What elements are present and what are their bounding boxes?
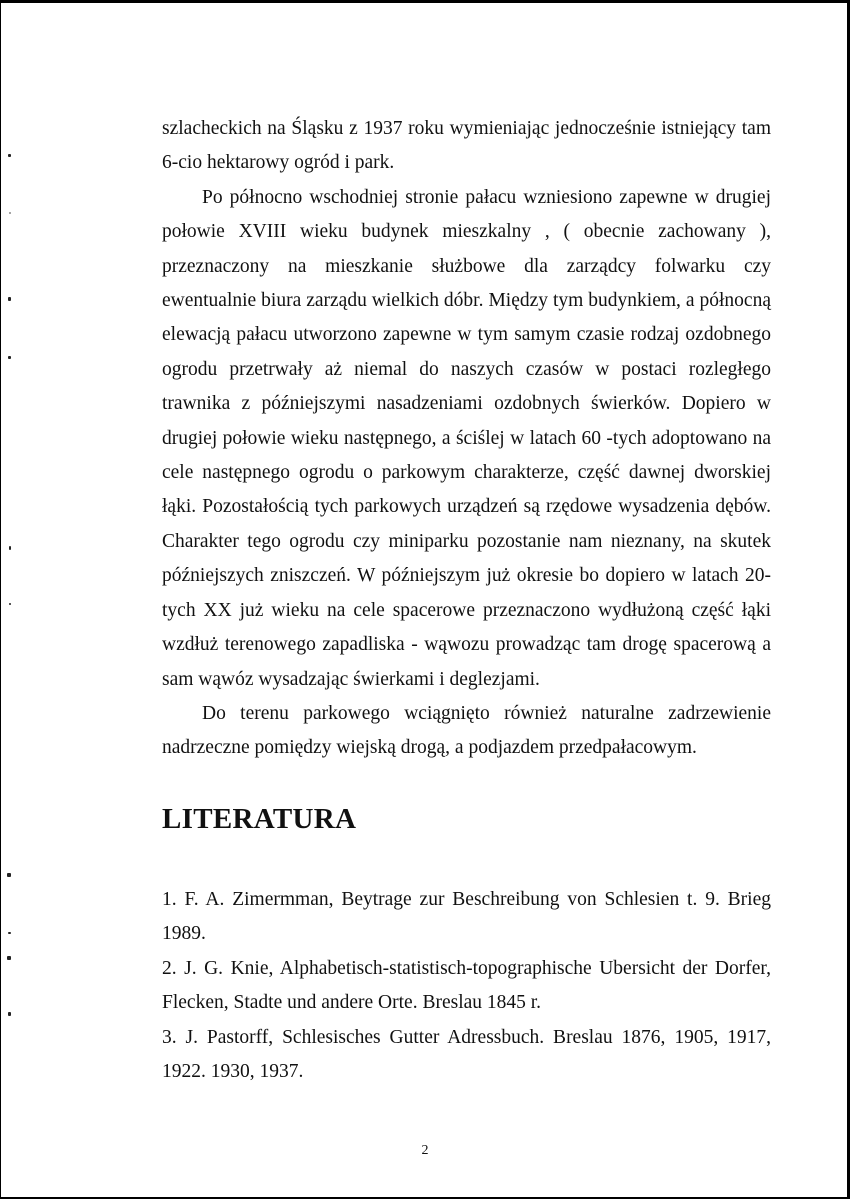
scan-border-left [0, 0, 1, 1199]
page-number: 2 [421, 1143, 429, 1158]
section-title: LITERATURA [162, 803, 357, 835]
scan-speck [8, 297, 11, 301]
reference-list [162, 883, 771, 1089]
reference-item: 2. J. G. Knie, Alphabetisch-statistisch-topographische Ubersicht der Dorfer, Flecken, Stadte und andere Orte. Breslau 1845 r. [162, 957, 771, 1014]
paragraph-park-history: Po północno wschodniej stronie pałacu wzniesiono zapewne w drugiej połowie XVIII wieku budynek mieszkalny , ( obecnie zachowany ), przeznaczony na mieszkanie służbowe dla zarządcy folwarku czy ewentualnie biura zarządu wielkich dóbr. Między tym budynkiem, a północną elewacją pałacu utworzono zapewne w tym samym czasie rodzaj ozdobnego ogrodu przetrwały aż niemal do naszych czasów w postaci rozległego trawnika z późniejszymi nasadzeniami ozdobnych świerków. Dopiero w drugiej połowie wieku następnego, a ściślej w latach 60 -tych adoptowano na cele następnego ogrodu o parkowym charakterze, część dawnej dworskiej łąki. Pozostałością tych parkowych urządzeń są rzędowe wysadzenia dębów. Charakter tego ogrodu czy miniparku pozostanie nam nieznany, na skutek późniejszych zniszczeń. W późniejszym już okresie bo dopiero w latach 20-tych XX już wieku na cele spacerowe przeznaczono wydłużoną część łąki wzdłuż terenowego zapadliska - wąwozu prowadząc tam drogę spacerową a sam wąwóz wysadzając świerkami i deglezjami. [162, 186, 771, 690]
scan-border-top [0, 0, 850, 3]
scan-speck [7, 873, 11, 877]
paragraph-continuation: szlacheckich na Śląsku z 1937 roku wymieniając jednocześnie istniejący tam 6-cio hektarowy ogród i park. [162, 118, 771, 174]
reference-item: 3. J. Pastorff, Schlesisches Gutter Adressbuch. Breslau 1876, 1905, 1917, 1922. 1930, 1937. [162, 1026, 771, 1083]
scan-speck [8, 932, 11, 934]
scan-speck [7, 956, 11, 960]
reference-item: 1. F. A. Zimermman, Beytrage zur Beschreibung von Schlesien t. 9. Brieg 1989. [162, 889, 771, 945]
scan-speck [9, 212, 11, 214]
paragraph-riverside-trees: Do terenu parkowego wciągnięto również naturalne zadrzewienie nadrzeczne pomiędzy wiejską drogą, a podjazdem przedpałacowym. [162, 702, 771, 759]
scan-speck [9, 546, 11, 550]
scan-speck [8, 356, 11, 359]
scan-speck [9, 603, 11, 605]
body-content [162, 112, 771, 766]
scan-speck [8, 154, 11, 157]
scan-speck [8, 1012, 11, 1016]
